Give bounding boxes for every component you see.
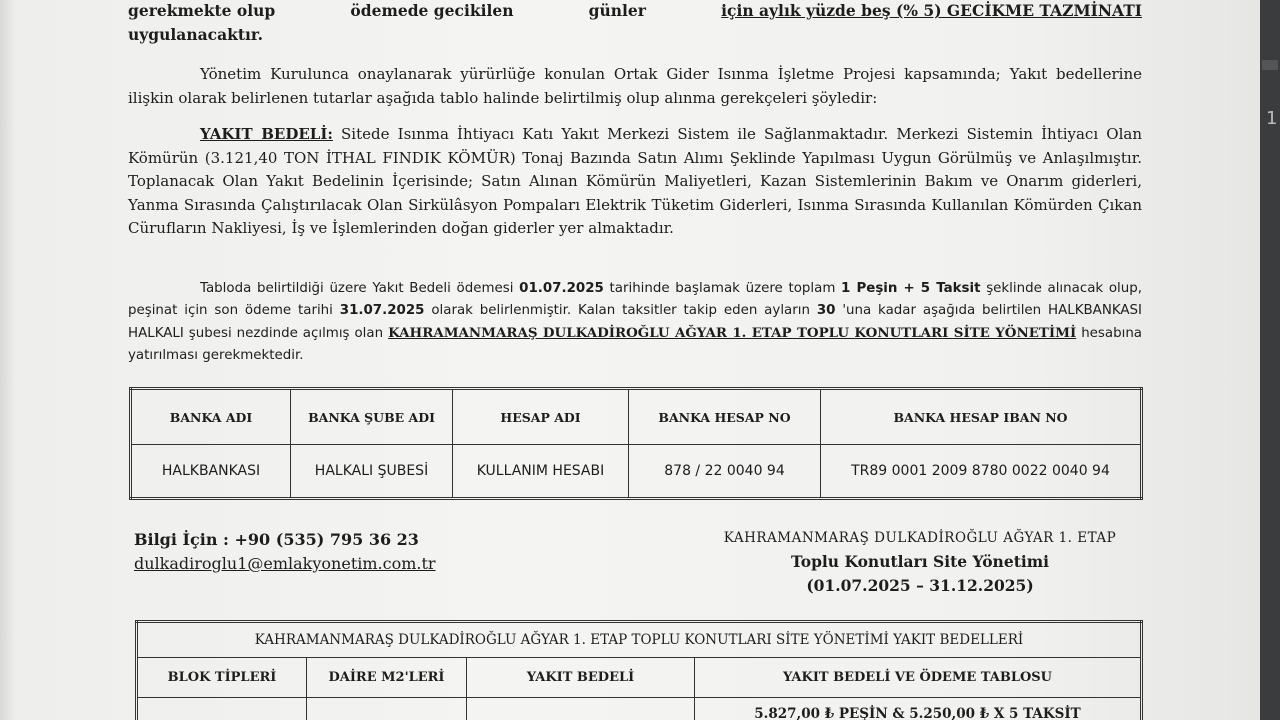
fuel-cost-table [135,620,1143,720]
table-cell [307,698,467,720]
column-header: YAKIT BEDELİ [467,658,695,698]
late-fee-text-2: ödemede gecikilen [350,1,514,20]
management-signature [690,526,1150,598]
contact-phone: Bilgi İçin : +90 (535) 795 36 23 [134,530,419,549]
management-title: KAHRAMANMARAŞ DULKADİROĞLU AĞYAR 1. ETAP [723,530,1117,546]
fuel-cost-text: Sitede Isınma İhtiyacı Katı Yakıt Merkezi Sistem ile Sağlanmaktadır. Merkezi Sistemin İhtiyacı Olan Kömürün (3.121,40 TON İTHAL FINDIK KÖMÜR) Tonaj Bazında Satın Alımı Şeklinde Yapılması Uygun Görülmüş ve Anlaşılmıştır. Toplanacak Olan Yakıt Bedelinin İçerisinde; Satın Alınan Kömürün Maliyetleri, Kazan Sistemlerinin Bakım ve Onarım giderleri, Yanma Sırasında Çalıştırılacak Olan Sirkülâsyon Pompaları Elektrik Tüketim Giderleri, Isınma Sırasında Kullanılan Kömürden Çıkan Cürufların Nakliyesi, İş ve İşlemlerinden doğan giderler yer almaktadır. [128,125,1142,237]
payment-text: Tabloda belirtildiği üzere Yakıt Bedeli ödemesi [200,281,520,296]
payment-schedule-cell: 5.827,00 ₺ PEŞİN & 5.250,00 ₺ X 5 TAKSİT [695,698,1142,720]
table-cell [467,698,695,720]
bank-account-table [129,387,1143,500]
management-term: (01.07.2025 – 31.12.2025) [806,576,1034,595]
installment-plan: 1 Peşin + 5 Taksit [841,281,981,296]
table-cell [137,698,307,720]
fuel-cost-label: YAKIT BEDELİ: [200,125,333,143]
contact-email-link[interactable]: dulkadiroglu1@emlakyonetim.com.tr [134,554,436,573]
column-header: YAKIT BEDELİ VE ÖDEME TABLOSU [695,658,1142,698]
column-header: BLOK TİPLERİ [137,658,307,698]
table-row [131,445,1142,499]
late-fee-text-4: uygulanacaktır. [128,24,264,44]
fuel-cost-paragraph [128,123,1142,241]
payment-text: tarihinde başlamak üzere toplam [603,281,842,296]
background-desk [1260,0,1280,720]
payment-text: olarak belirlenmiştir. Kalan taksitler takip eden ayların [424,303,817,318]
iban-cell: TR89 0001 2009 8780 0022 0040 94 [821,445,1142,499]
column-header: BANKA ŞUBE ADI [291,389,453,445]
column-header: BANKA HESAP IBAN NO [821,389,1142,445]
payment-text: 'una kadar aşağıda belirtilen HALKBANKASI HALKALI şubesi nezdinde açılmış olan [128,303,1142,341]
late-fee-notice [128,0,1142,46]
late-fee-text-3: günler [588,1,646,20]
payment-text: hesabına yatırılması gerekmektedir. [128,326,1143,363]
start-date: 01.07.2025 [519,281,604,296]
bank-name-cell: HALKBANKASI [131,445,291,499]
payment-paragraph [128,278,1142,367]
column-header: BANKA ADI [131,389,291,445]
fuel-table-caption: KAHRAMANMARAŞ DULKADİROĞLU AĞYAR 1. ETAP TOPLU KONUTLARI SİTE YÖNETİMİ YAKIT BEDELLERİ [137,622,1142,658]
page-fold-shadow [0,0,14,720]
table-row [137,698,1142,720]
management-subtitle: Toplu Konutları Site Yönetimi [790,552,1050,571]
account-name-cell: KULLANIM HESABI [453,445,629,499]
table-header-row [131,389,1142,445]
late-fee-text-1: gerekmekte olup [128,1,276,20]
column-header: HESAP ADI [453,389,629,445]
table-header-row [137,658,1142,698]
column-header: BANKA HESAP NO [629,389,821,445]
contact-info [134,528,436,576]
account-holder-name: KAHRAMANMARAŞ DULKADİROĞLU AĞYAR 1. ETAP TOPLU KONUTLARI SİTE YÖNETİMİ [388,325,1077,341]
branch-name-cell: HALKALI ŞUBESİ [291,445,453,499]
account-number-cell: 878 / 22 0040 94 [629,445,821,499]
background-mark: 1 [1266,108,1278,129]
intro-paragraph: Yönetim Kurulunca onaylanarak yürürlüğe konulan Ortak Gider Isınma İşletme Projesi kapsamında; Yakıt bedellerine ilişkin olarak belirlenen tutarlar aşağıda tablo halinde belirtilmiş olup alınma gerekçeleri şöyledir: [128,65,1142,107]
deadline-date: 31.07.2025 [339,303,425,318]
pen-object [1262,60,1278,70]
late-fee-rate: için aylık yüzde beş (% 5) GECİKME TAZMİNATI [721,1,1142,20]
due-day: 30 [816,303,836,318]
column-header: DAİRE M2'LERİ [307,658,467,698]
payment-text: şeklinde alınacak olup, peşinat için son ödeme tarihi [128,281,1142,318]
